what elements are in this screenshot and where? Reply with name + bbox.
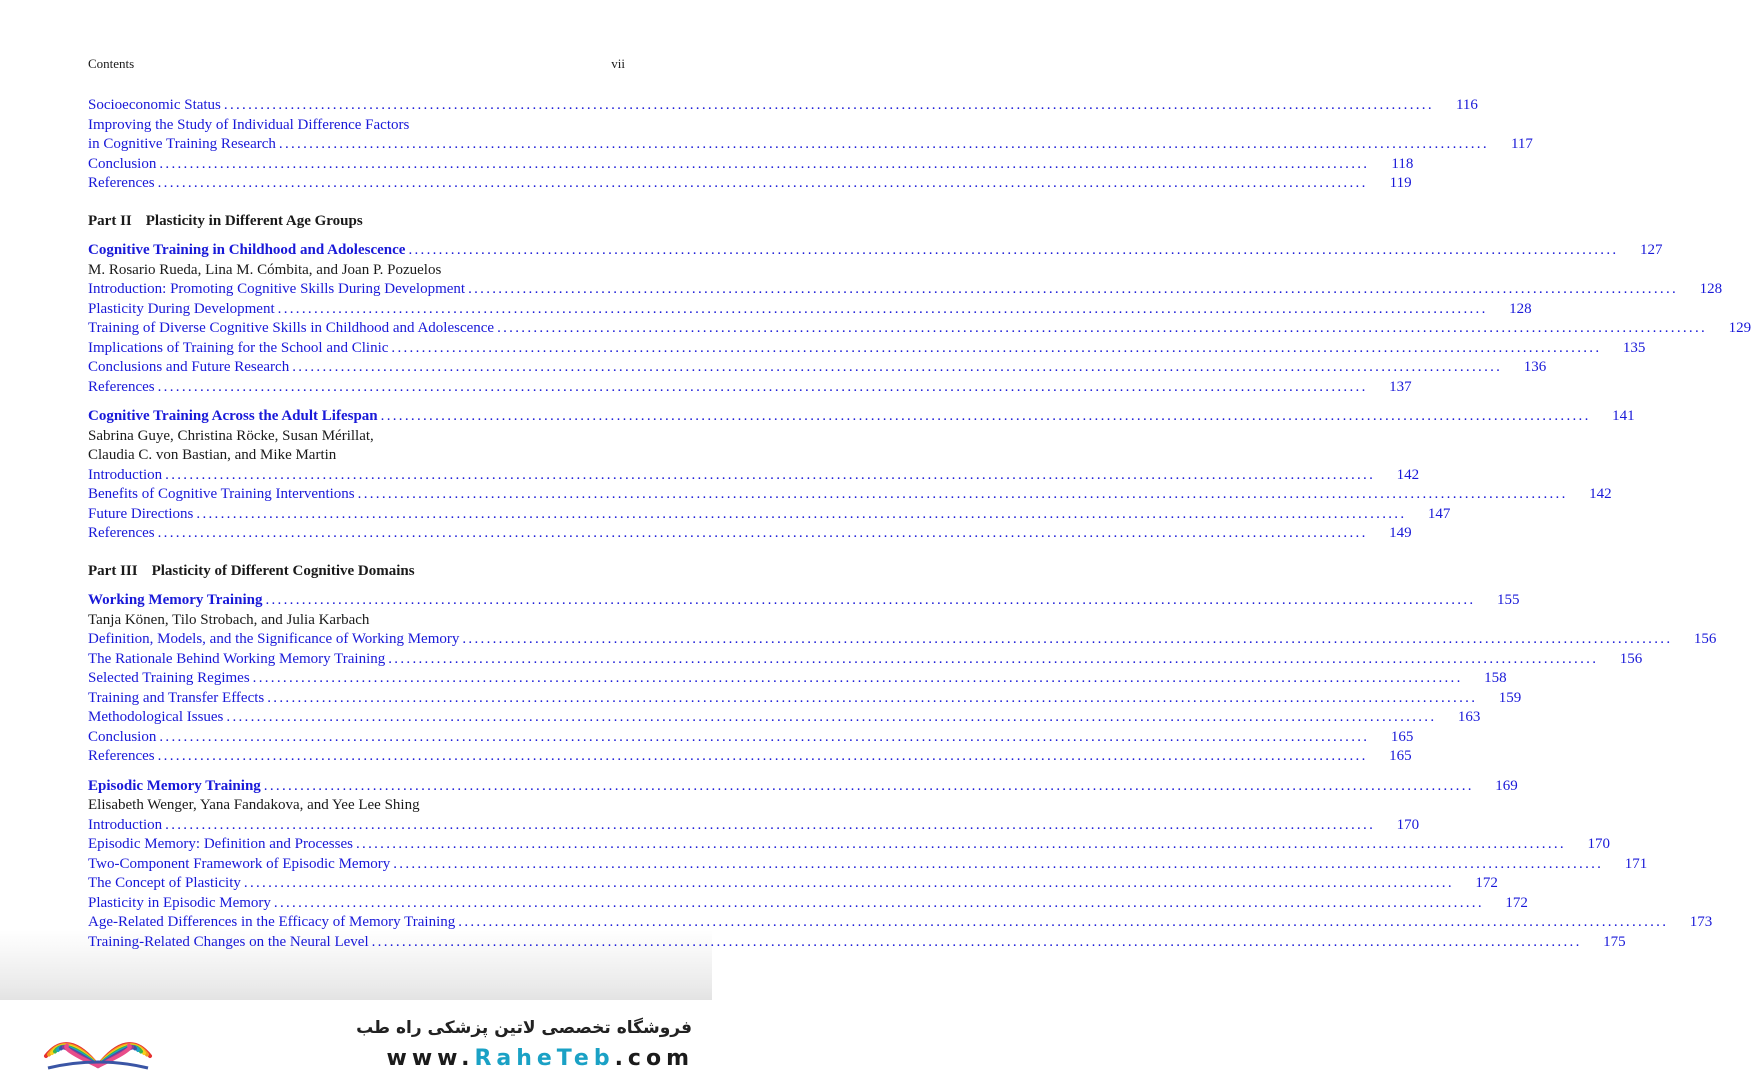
dot-leader: ........................................................................................................................................................................................................ <box>196 505 1407 522</box>
dot-leader: ........................................................................................................................................................................................................ <box>458 914 1669 930</box>
dot-leader: ........................................................................................................................................................................................................ <box>393 855 1604 872</box>
dot-leader: ........................................................................................................................................................................................................ <box>462 631 1673 647</box>
dot-leader: ........................................................................................................................................................................................................ <box>292 359 1503 375</box>
dot-leader: ........................................................................................................................................................................................................ <box>223 97 1434 113</box>
toc-entry[interactable]: Implications of Training for the School and Clinic ........................................................................................................................................................................................................ 135 <box>88 339 625 359</box>
toc-entry[interactable]: Two-Component Framework of Episodic Memory ........................................................................................................................................................................................................ 171 <box>88 855 625 875</box>
dot-leader: ........................................................................................................................................................................................................ <box>243 875 1454 891</box>
chapter-entry[interactable]: Cognitive Training Across the Adult Lifespan ........................................................................................................................................................................................................ 141 <box>88 407 625 427</box>
dot-leader: ........................................................................................................................................................................................................ <box>267 689 1478 706</box>
chapter-authors: Sabrina Guye, Christina Röcke, Susan Mérillat, <box>88 427 374 444</box>
dot-leader: ........................................................................................................................................................................................................ <box>380 408 1591 424</box>
dot-leader: ........................................................................................................................................................................................................ <box>157 748 1368 764</box>
toc-entry[interactable]: The Concept of Plasticity ........................................................................................................................................................................................................ 172 <box>88 874 625 894</box>
dot-leader: ........................................................................................................................................................................................................ <box>157 378 1368 395</box>
chapter-authors: M. Rosario Rueda, Lina M. Cómbita, and Joan P. Pozuelos <box>88 261 442 278</box>
dot-leader: ........................................................................................................................................................................................................ <box>159 728 1370 745</box>
dot-leader: ........................................................................................................................................................................................................ <box>157 175 1368 191</box>
chapter-authors: Tanja Könen, Tilo Strobach, and Julia Karbach <box>88 611 370 628</box>
dot-leader: ........................................................................................................................................................................................................ <box>165 816 1376 833</box>
toc-entry[interactable]: Episodic Memory: Definition and Processes ........................................................................................................................................................................................................ 170 <box>88 835 625 855</box>
toc-entry[interactable]: Plasticity During Development ........................................................................................................................................................................................................ 128 <box>88 300 625 320</box>
toc-entry[interactable]: Conclusion ........................................................................................................................................................................................................ 165 <box>88 728 625 748</box>
dot-leader: ........................................................................................................................................................................................................ <box>497 320 1708 336</box>
chapter-entry[interactable]: Working Memory Training ........................................................................................................................................................................................................ 155 <box>88 591 625 611</box>
toc-entry[interactable]: in Cognitive Training Research ........................................................................................................................................................................................................ 117 <box>88 135 625 155</box>
toc-entry[interactable]: Definition, Models, and the Significance of Working Memory ........................................................................................................................................................................................................ 156 <box>88 630 625 650</box>
shop-name: فروشگاه تخصصی لاتین پزشکی راه طب <box>356 1018 692 1038</box>
dot-leader: ........................................................................................................................................................................................................ <box>357 486 1568 502</box>
table-of-contents <box>88 96 1751 952</box>
dot-leader: ........................................................................................................................................................................................................ <box>468 281 1679 297</box>
chapter-entry[interactable]: Cognitive Training in Childhood and Adolescence ........................................................................................................................................................................................................ 127 <box>88 241 625 261</box>
dot-leader: ........................................................................................................................................................................................................ <box>265 592 1476 608</box>
chapter-entry[interactable]: Episodic Memory Training ........................................................................................................................................................................................................ 169 <box>88 777 625 797</box>
toc-entry[interactable]: Benefits of Cognitive Training Interventions ........................................................................................................................................................................................................ 142 <box>88 485 625 505</box>
toc-entry[interactable]: Future Directions ........................................................................................................................................................................................................ 147 <box>88 505 625 525</box>
toc-entry[interactable]: Training of Diverse Cognitive Skills in Childhood and Adolescence ........................................................................................................................................................................................................ 129 <box>88 319 625 339</box>
toc-entry[interactable]: Selected Training Regimes ........................................................................................................................................................................................................ 158 <box>88 669 625 689</box>
part-heading: Part III Plasticity of Different Cognitive Domains <box>88 562 415 579</box>
toc-entry[interactable]: Introduction ........................................................................................................................................................................................................ 170 <box>88 816 625 836</box>
toc-entry[interactable]: The Rationale Behind Working Memory Training ........................................................................................................................................................................................................ 156 <box>88 650 625 670</box>
dot-leader: ........................................................................................................................................................................................................ <box>277 300 1488 317</box>
toc-entry[interactable]: Introduction ........................................................................................................................................................................................................ 142 <box>88 466 625 486</box>
toc-entry[interactable]: Plasticity in Episodic Memory ........................................................................................................................................................................................................ 172 <box>88 894 625 914</box>
dot-leader: ........................................................................................................................................................................................................ <box>273 894 1484 911</box>
toc-entry[interactable]: References ........................................................................................................................................................................................................ 137 <box>88 378 625 398</box>
toc-entry[interactable]: References ........................................................................................................................................................................................................ 149 <box>88 524 625 544</box>
dot-leader: ........................................................................................................................................................................................................ <box>371 933 1582 950</box>
dot-leader: ........................................................................................................................................................................................................ <box>388 650 1599 667</box>
dot-leader: ........................................................................................................................................................................................................ <box>263 777 1474 794</box>
toc-entry[interactable]: Training-Related Changes on the Neural Level ........................................................................................................................................................................................................ 175 <box>88 933 625 953</box>
toc-entry-line1[interactable]: Improving the Study of Individual Difference Factors <box>88 116 410 133</box>
shop-url[interactable]: www.RaheTeb.com <box>386 1046 694 1071</box>
dot-leader: ........................................................................................................................................................................................................ <box>226 709 1437 725</box>
dot-leader: ........................................................................................................................................................................................................ <box>159 155 1370 172</box>
toc-entry[interactable]: Methodological Issues ........................................................................................................................................................................................................ 163 <box>88 708 625 728</box>
watermark-footer <box>0 1000 712 1079</box>
running-head: Contents <box>88 56 135 71</box>
dot-leader: ........................................................................................................................................................................................................ <box>408 242 1619 258</box>
dot-leader: ........................................................................................................................................................................................................ <box>278 136 1489 152</box>
dot-leader: ........................................................................................................................................................................................................ <box>355 836 1566 852</box>
open-book-logo-icon <box>38 1008 158 1074</box>
dot-leader: ........................................................................................................................................................................................................ <box>252 670 1463 686</box>
toc-entry[interactable]: References ........................................................................................................................................................................................................ 119 <box>88 174 625 194</box>
page-header <box>88 56 625 72</box>
dot-leader: ........................................................................................................................................................................................................ <box>391 339 1602 356</box>
toc-entry[interactable]: Conclusion ........................................................................................................................................................................................................ 118 <box>88 155 625 175</box>
toc-entry[interactable]: References ........................................................................................................................................................................................................ 165 <box>88 747 625 767</box>
part-heading: Part II Plasticity in Different Age Groups <box>88 212 363 229</box>
dot-leader: ........................................................................................................................................................................................................ <box>165 466 1376 483</box>
page-number: vii <box>611 56 625 71</box>
toc-entry[interactable]: Age-Related Differences in the Efficacy of Memory Training ........................................................................................................................................................................................................ 173 <box>88 913 625 933</box>
toc-entry[interactable]: Conclusions and Future Research ........................................................................................................................................................................................................ 136 <box>88 358 625 378</box>
toc-entry[interactable]: Training and Transfer Effects ........................................................................................................................................................................................................ 159 <box>88 689 625 709</box>
dot-leader: ........................................................................................................................................................................................................ <box>157 525 1368 541</box>
toc-entry[interactable]: Socioeconomic Status ........................................................................................................................................................................................................ 116 <box>88 96 625 116</box>
chapter-authors: Elisabeth Wenger, Yana Fandakova, and Yee Lee Shing <box>88 797 420 813</box>
toc-entry[interactable]: Introduction: Promoting Cognitive Skills During Development ........................................................................................................................................................................................................ 128 <box>88 280 625 300</box>
chapter-authors: Claudia C. von Bastian, and Mike Martin <box>88 447 337 463</box>
